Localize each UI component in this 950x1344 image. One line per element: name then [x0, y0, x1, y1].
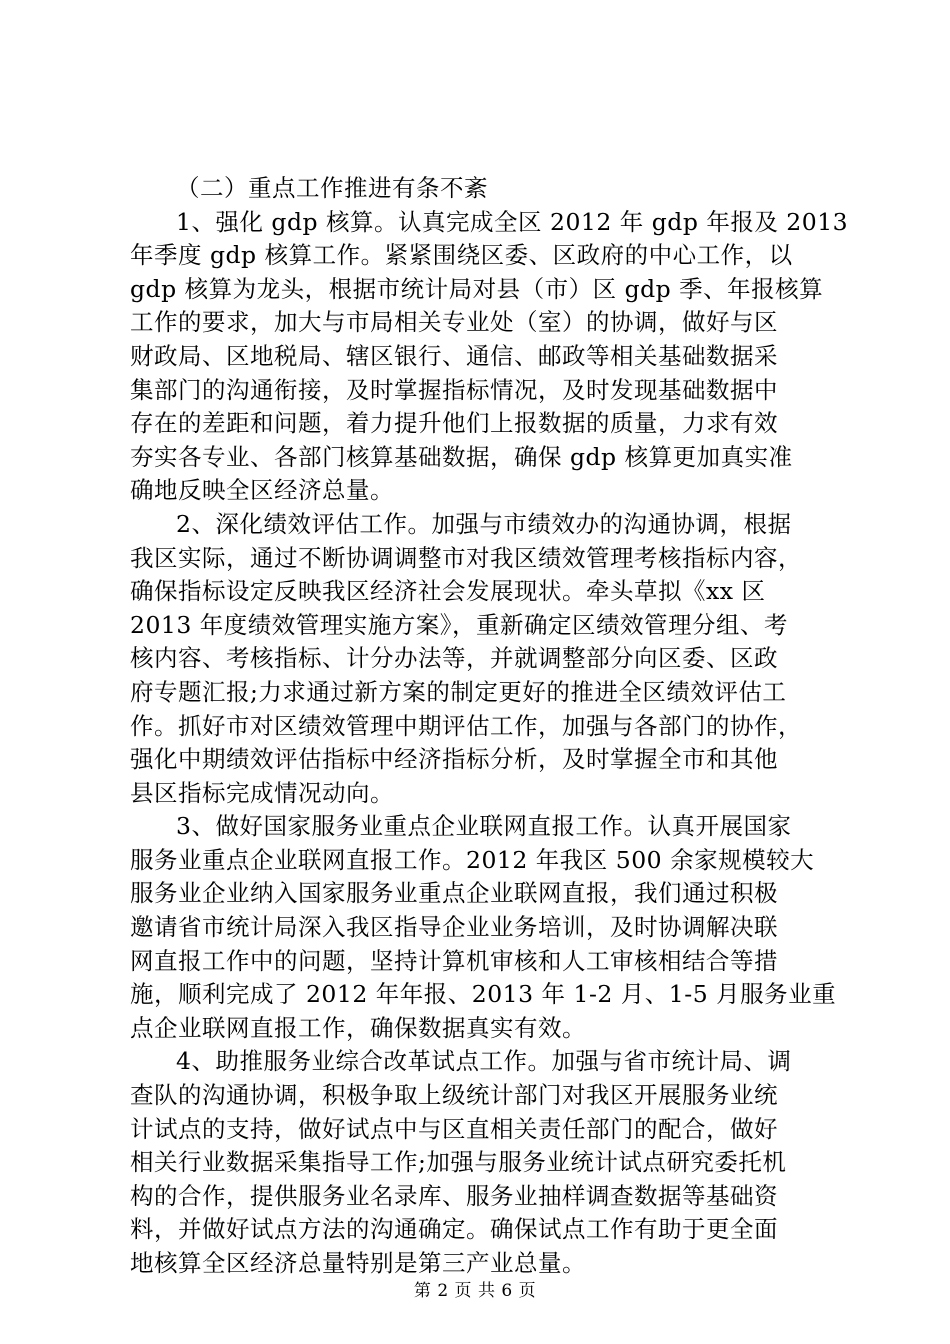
- page-number-label: 第 2 页 共 6 页: [413, 1281, 537, 1301]
- paragraph-2-line: 强化中期绩效评估指标中经济指标分析，及时掌握全市和其他: [130, 745, 778, 774]
- paragraph-3-line: 服务业重点企业联网直报工作。2012 年我区 500 余家规模较大: [130, 845, 815, 874]
- paragraph-2-line: 核内容、考核指标、计分办法等，并就调整部分向区委、区政: [130, 644, 778, 673]
- paragraph-2-line: 2013 年度绩效管理实施方案》，重新确定区绩效管理分组、考: [130, 610, 789, 639]
- paragraph-3-line: 施，顺利完成了 2012 年年报、2013 年 1-2 月、1-5 月服务业重: [130, 980, 837, 1009]
- paragraph-4-line: 地核算全区经济总量特别是第三产业总量。: [130, 1249, 586, 1277]
- paragraph-1-line: 财政局、区地税局、辖区银行、通信、邮政等相关基础数据采: [130, 341, 778, 370]
- paragraph-2-line: 确保指标设定反映我区经济社会发展现状。牵头草拟《xx 区: [130, 577, 766, 606]
- paragraph-3-line: 服务业企业纳入国家服务业重点企业联网直报，我们通过积极: [130, 879, 778, 908]
- paragraph-4-line: 构的合作，提供服务业名录库、服务业抽样调查数据等基础资: [130, 1181, 778, 1210]
- paragraph-1-line: 1、强化 gdp 核算。认真完成全区 2012 年 gdp 年报及 2013: [176, 207, 849, 236]
- paragraph-3-line: 网直报工作中的问题，坚持计算机审核和人工审核相结合等措: [130, 946, 778, 975]
- paragraph-2-line: 2、深化绩效评估工作。加强与市绩效办的沟通协调，根据: [176, 509, 792, 538]
- paragraph-2-line: 县区指标完成情况动向。: [130, 778, 394, 807]
- paragraph-4-line: 查队的沟通协调，积极争取上级统计部门对我区开展服务业统: [130, 1081, 778, 1110]
- paragraph-1-line: 年季度 gdp 核算工作。紧紧围绕区委、区政府的中心工作，以: [130, 241, 793, 270]
- paragraph-1-line: 确地反映全区经济总量。: [130, 476, 394, 505]
- page-footer: [0, 1276, 950, 1301]
- paragraph-2-line: 府专题汇报;力求通过新方案的制定更好的推进全区绩效评估工: [130, 677, 787, 706]
- paragraph-1-line: 夯实各专业、各部门核算基础数据，确保 gdp 核算更加真实准: [130, 442, 793, 471]
- paragraph-2-line: 我区实际，通过不断协调调整市对我区绩效管理考核指标内容，: [130, 543, 802, 572]
- paragraph-1-line: 集部门的沟通衔接，及时掌握指标情况，及时发现基础数据中: [130, 375, 778, 404]
- paragraph-3-line: 3、做好国家服务业重点企业联网直报工作。认真开展国家: [176, 812, 792, 841]
- paragraph-4-line: 料，并做好试点方法的沟通确定。确保试点工作有助于更全面: [130, 1215, 778, 1244]
- paragraph-4-line: 相关行业数据采集指导工作;加强与服务业统计试点研究委托机: [130, 1148, 787, 1177]
- paragraph-1-line: 工作的要求，加大与市局相关专业处（室）的协调，做好与区: [130, 308, 778, 337]
- document-body: [130, 172, 849, 1281]
- paragraph-4-line: 计试点的支持，做好试点中与区直相关责任部门的配合，做好: [130, 1114, 778, 1143]
- paragraph-4-line: 4、助推服务业综合改革试点工作。加强与省市统计局、调: [176, 1047, 792, 1076]
- paragraph-3-line: 邀请省市统计局深入我区指导企业业务培训，及时协调解决联: [130, 913, 778, 942]
- paragraph-1-line: gdp 核算为龙头，根据市统计局对县（市）区 gdp 季、年报核算: [130, 274, 824, 303]
- paragraph-2-line: 作。抓好市对区绩效管理中期评估工作，加强与各部门的协作，: [130, 711, 802, 740]
- paragraph-3-line: 点企业联网直报工作，确保数据真实有效。: [130, 1013, 586, 1042]
- section-heading: （二）重点工作推进有条不紊: [176, 174, 488, 202]
- paragraph-1-line: 存在的差距和问题，着力提升他们上报数据的质量，力求有效: [130, 409, 778, 438]
